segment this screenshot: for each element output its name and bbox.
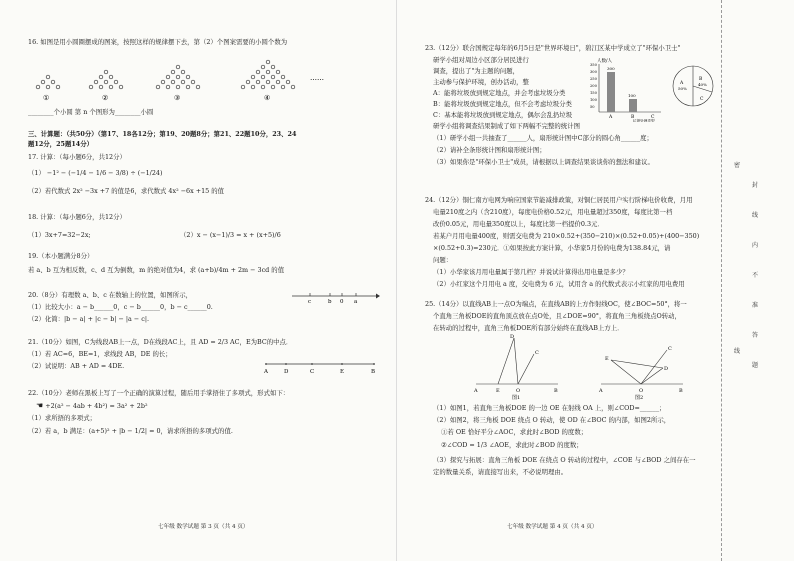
q23-l11: （3）如果你是"环保小卫士"成员，请根据以上调查结果谈谈你的想法和建议。 bbox=[433, 158, 654, 166]
q16-figure bbox=[28, 50, 328, 105]
q23-l10: （2）请补全条形统计图和扇形统计图； bbox=[433, 146, 546, 154]
svg-text:B: B bbox=[554, 388, 558, 394]
seal-mark: 线 bbox=[734, 348, 741, 355]
bar-A-value: 300 bbox=[607, 66, 615, 71]
q19-head: 19.（本小题满分8分） bbox=[28, 252, 94, 260]
svg-text:50: 50 bbox=[590, 105, 595, 109]
q23-l8: 研学小组将调查结果制成了如下两幅不完整的统计图 bbox=[433, 122, 580, 130]
svg-text:D: D bbox=[664, 366, 669, 372]
q18-head: 18. 计算：（每小题6分，共12分） bbox=[28, 213, 126, 221]
q20-head: 20.（8分）有理数 a、b、c 在数轴上的位置，如图所示， bbox=[28, 291, 192, 299]
bar-B-value: 100 bbox=[628, 93, 636, 98]
pt-E: E bbox=[340, 369, 345, 375]
svg-text:图1: 图1 bbox=[512, 395, 521, 400]
seal-char-5: 不 bbox=[752, 272, 759, 279]
q25-figure-1 bbox=[472, 332, 562, 400]
pattern-2 bbox=[89, 70, 123, 89]
pt-D: D bbox=[284, 369, 289, 375]
q23-pie-chart bbox=[669, 56, 717, 120]
svg-text:50%: 50% bbox=[678, 86, 687, 91]
svg-text:A: A bbox=[474, 388, 478, 394]
left-footer: 七年级 数学试题 第 3 页（共 4 页） bbox=[158, 524, 249, 530]
q22-formula: ☚ +2(a² − 4ab + 4b²) = 3a² + 2b² bbox=[36, 401, 148, 410]
q16-stem: 16. 如图是用小圆圈摆成的图案，按照这样的规律摆下去，第（2）个图案需要的小圆个数为 bbox=[28, 38, 288, 46]
q25-p2b: ②∠COD = 1/3 ∠AOE，求此时∠BOD 的度数； bbox=[441, 441, 583, 449]
q20-number-line bbox=[290, 288, 380, 304]
q23-l5: A：能将垃圾放到规定地点，并会考虑垃圾分类 bbox=[433, 89, 566, 97]
svg-text:350: 350 bbox=[590, 63, 597, 67]
pt-A: A bbox=[264, 369, 268, 375]
seal-char-7: 答 bbox=[752, 332, 759, 339]
bar-cat-B: B bbox=[631, 115, 635, 120]
svg-text:D: D bbox=[510, 334, 515, 340]
q22-p2: （2）若 a，b 满足：(a+5)² + |b − 1/2| = 0，请求所捂的多项式的值. bbox=[28, 427, 233, 435]
q23-l6: B：能将垃圾放到规定地点，但不会考虑垃圾分类 bbox=[433, 100, 572, 108]
axis-a: a bbox=[354, 299, 358, 304]
svg-text:E: E bbox=[496, 388, 500, 394]
svg-text:300: 300 bbox=[590, 70, 597, 74]
pattern-3 bbox=[156, 65, 200, 89]
seal-char-3: 线 bbox=[752, 212, 759, 219]
bar-ticks bbox=[590, 63, 598, 109]
q25-l3: 在转动的过程中，直角三角板DOE所有部分始终在直线AB上方上． bbox=[433, 324, 624, 332]
q21-p2: （2）试说明：AB + AD = 4DE. bbox=[28, 362, 125, 370]
q24-l1: 24.（12分）铜仁南方电网为响应国家节能减排政策，对铜仁居民用户实行阶梯电价收费，月用 bbox=[425, 196, 693, 204]
q22-head: 22.（10分）老师在黑板上写了一个正确的演算过程，随后用手掌捂住了多项式，形式如下： bbox=[28, 389, 290, 397]
q25-l2: 个直角三角板DOE的直角顶点放在点O处，且∠DOE=90°，将直角三角板绕点O转动， bbox=[433, 312, 681, 320]
seal-char-8: 题 bbox=[752, 362, 759, 369]
seal-char-1: 密 bbox=[734, 162, 741, 169]
svg-text:A: A bbox=[599, 388, 603, 394]
right-page bbox=[397, 0, 721, 561]
pt-C: C bbox=[310, 369, 315, 375]
q24-l5: ×(0.52+0.3)=230元．①如果按此方案计算，小华家5月份的电费为138.84元，请 bbox=[433, 244, 671, 252]
pattern-4 bbox=[241, 60, 295, 89]
q23-l7: C：基本能将垃圾放到规定地点，偶尔会乱扔垃圾 bbox=[433, 111, 573, 119]
q25-l1: 25.（14分）以直线AB上一点O为端点，在直线AB的上方作射线OC，使∠BOC=50°，将一 bbox=[425, 300, 687, 308]
q24-l6: 问题： bbox=[433, 256, 453, 264]
bar-ylabel: 人数/人 bbox=[597, 59, 613, 64]
q25-p2a: ①若 OE 恰好平分∠AOC，求此时∠BOD 的度数； bbox=[441, 428, 588, 436]
svg-text:B: B bbox=[699, 77, 703, 82]
q23-bar-chart bbox=[589, 56, 669, 122]
label-1: ① bbox=[43, 94, 50, 102]
bar-A bbox=[607, 72, 615, 112]
q21-head: 21.（10分）如图，C为线段AB上一点，D在线段AC上，且 AD = 2/3 AC，E为BC的中点． bbox=[28, 338, 293, 346]
q25-p3: （3）探究与拓展：直角三角板 DOE 在绕点 O 转动的过程中，∠COE 与∠BOD 之间存在一 bbox=[433, 456, 696, 464]
seal-char-6: 准 bbox=[752, 302, 759, 309]
dots: …… bbox=[310, 74, 324, 82]
q18-p1: （1）3x+7=32−2x; bbox=[28, 231, 91, 239]
q25-p3b: 定的数量关系，请直接写出来，不必说明理由。 bbox=[433, 468, 568, 476]
svg-text:C: C bbox=[668, 346, 672, 352]
q25-p2: （2）如图2，将三角板 DOE 绕点 O 转动，使 OD 在∠BOC 的内部，如图2所示， bbox=[433, 416, 671, 424]
q23-l1: 23.（12分）联合国规定每年的6月5日是"世界环境日"，碧江区某中学成立了"环保小卫士" bbox=[425, 44, 681, 52]
q24-l7: （1）小华家该月用电量属于第几档？并说试计算得出用电量是多少？ bbox=[433, 268, 629, 276]
label-4: ④ bbox=[264, 94, 271, 102]
svg-text:O: O bbox=[516, 388, 521, 394]
q23-l3: 调查，提出了"为主题的问题， bbox=[433, 67, 520, 75]
svg-text:150: 150 bbox=[590, 91, 597, 95]
q23-l9: （1）研学小组一共抽查了______人，扇形统计图中C部分的圆心角______度； bbox=[433, 134, 653, 142]
svg-text:图2: 图2 bbox=[635, 395, 644, 400]
label-3: ③ bbox=[174, 94, 181, 102]
svg-text:200: 200 bbox=[590, 84, 597, 88]
q17-p1: （1） −1² − (−1/4 − 1/6 − 3/8) ÷ (−1/24) bbox=[28, 169, 163, 177]
svg-text:B: B bbox=[679, 388, 683, 394]
bar-xlabel: 垃圾处理类型 bbox=[633, 119, 655, 122]
q21-p1: （1）若 AC=6，BE=1，求线段 AB，DE 的长； bbox=[28, 350, 172, 358]
axis-0: 0 bbox=[340, 299, 344, 304]
q22-p1: （1）求所捂的多项式； bbox=[28, 414, 96, 422]
q18-p2: （2）x − (x−1)/3 = x + (x+5)/6 bbox=[180, 231, 281, 239]
q20-p1: （1）比较大小：a − b______0，c − b______0，b − c______0. bbox=[28, 303, 213, 311]
q21-segment bbox=[262, 358, 378, 376]
label-2: ② bbox=[102, 94, 109, 102]
seal-char-4: 内 bbox=[752, 242, 759, 249]
pattern-1 bbox=[36, 75, 60, 89]
q24-l4: 若某户月用电量400度，则需交电费为 210×0.52+(350−210)×(0.52+0.05)+(400−350) bbox=[433, 232, 700, 240]
seal-strip bbox=[721, 0, 794, 561]
svg-text:C: C bbox=[700, 97, 704, 102]
pt-B: B bbox=[371, 369, 376, 375]
seal-char-2: 封 bbox=[752, 182, 759, 189]
svg-text:A: A bbox=[680, 81, 684, 86]
svg-text:40%: 40% bbox=[698, 82, 707, 87]
q19-body: 若 a、b 互为相反数，c、d 互为倒数，m 的绝对值为4，求 (a+b)/4m + 2m − 3cd 的值 bbox=[28, 266, 285, 274]
bar-B bbox=[629, 99, 637, 112]
q24-l3: 改价0.05元，用电量350度以上，每度比第一档提价0.3元． bbox=[433, 220, 604, 228]
q17-head: 17. 计算：（每小题6分，共12分） bbox=[28, 153, 126, 161]
axis-c: c bbox=[308, 299, 312, 304]
section3-title: 三、计算题：（共50分）（第17、18各12分；第19、20题8分；第21、22题10分，23、24 bbox=[28, 130, 297, 138]
q25-p1: （1）如图1，若直角三角板DOE 的一边 OE 在射线 OA 上，则∠COD=______； bbox=[433, 404, 666, 412]
q17-p2: （2）若代数式 2x² −3x +7 的值是6，求代数式 4x² −6x +15 的值 bbox=[28, 187, 225, 195]
q16-answer: ________个小圆 第 n 个图形为________小圆 bbox=[28, 108, 154, 116]
svg-text:O: O bbox=[639, 388, 644, 394]
q23-l2: 研学小组对周边小区部分居民进行 bbox=[433, 56, 529, 64]
q24-l8: （2）小红家这个月用电 a 度，交电费为 6 元，试用含 a 的代数式表示小红家的用电费用 bbox=[433, 280, 685, 288]
axis-b: b bbox=[328, 299, 332, 304]
q25-figure-2 bbox=[597, 332, 687, 400]
section3-title2: 题12分，25题14分） bbox=[28, 140, 94, 148]
svg-text:250: 250 bbox=[590, 77, 597, 81]
q24-l2: 电量210度之内（含210度），每度电价格0.52元，用电量超过350度，每度比第一档 bbox=[433, 208, 673, 216]
svg-text:C: C bbox=[535, 350, 539, 356]
q23-l4: 主动参与保护环境，创办活动，整 bbox=[433, 78, 529, 86]
hand-icon: ☚ bbox=[36, 401, 44, 410]
q20-p2: （2）化简：|b − a| + |c − b| − |a − c|. bbox=[28, 315, 150, 323]
svg-text:100: 100 bbox=[590, 98, 597, 102]
right-footer: 七年级 数学试题 第 4 页（共 4 页） bbox=[507, 524, 598, 530]
bar-cat-A: A bbox=[609, 115, 613, 120]
svg-text:E: E bbox=[605, 356, 609, 362]
bar-cat-C: C bbox=[651, 115, 655, 120]
